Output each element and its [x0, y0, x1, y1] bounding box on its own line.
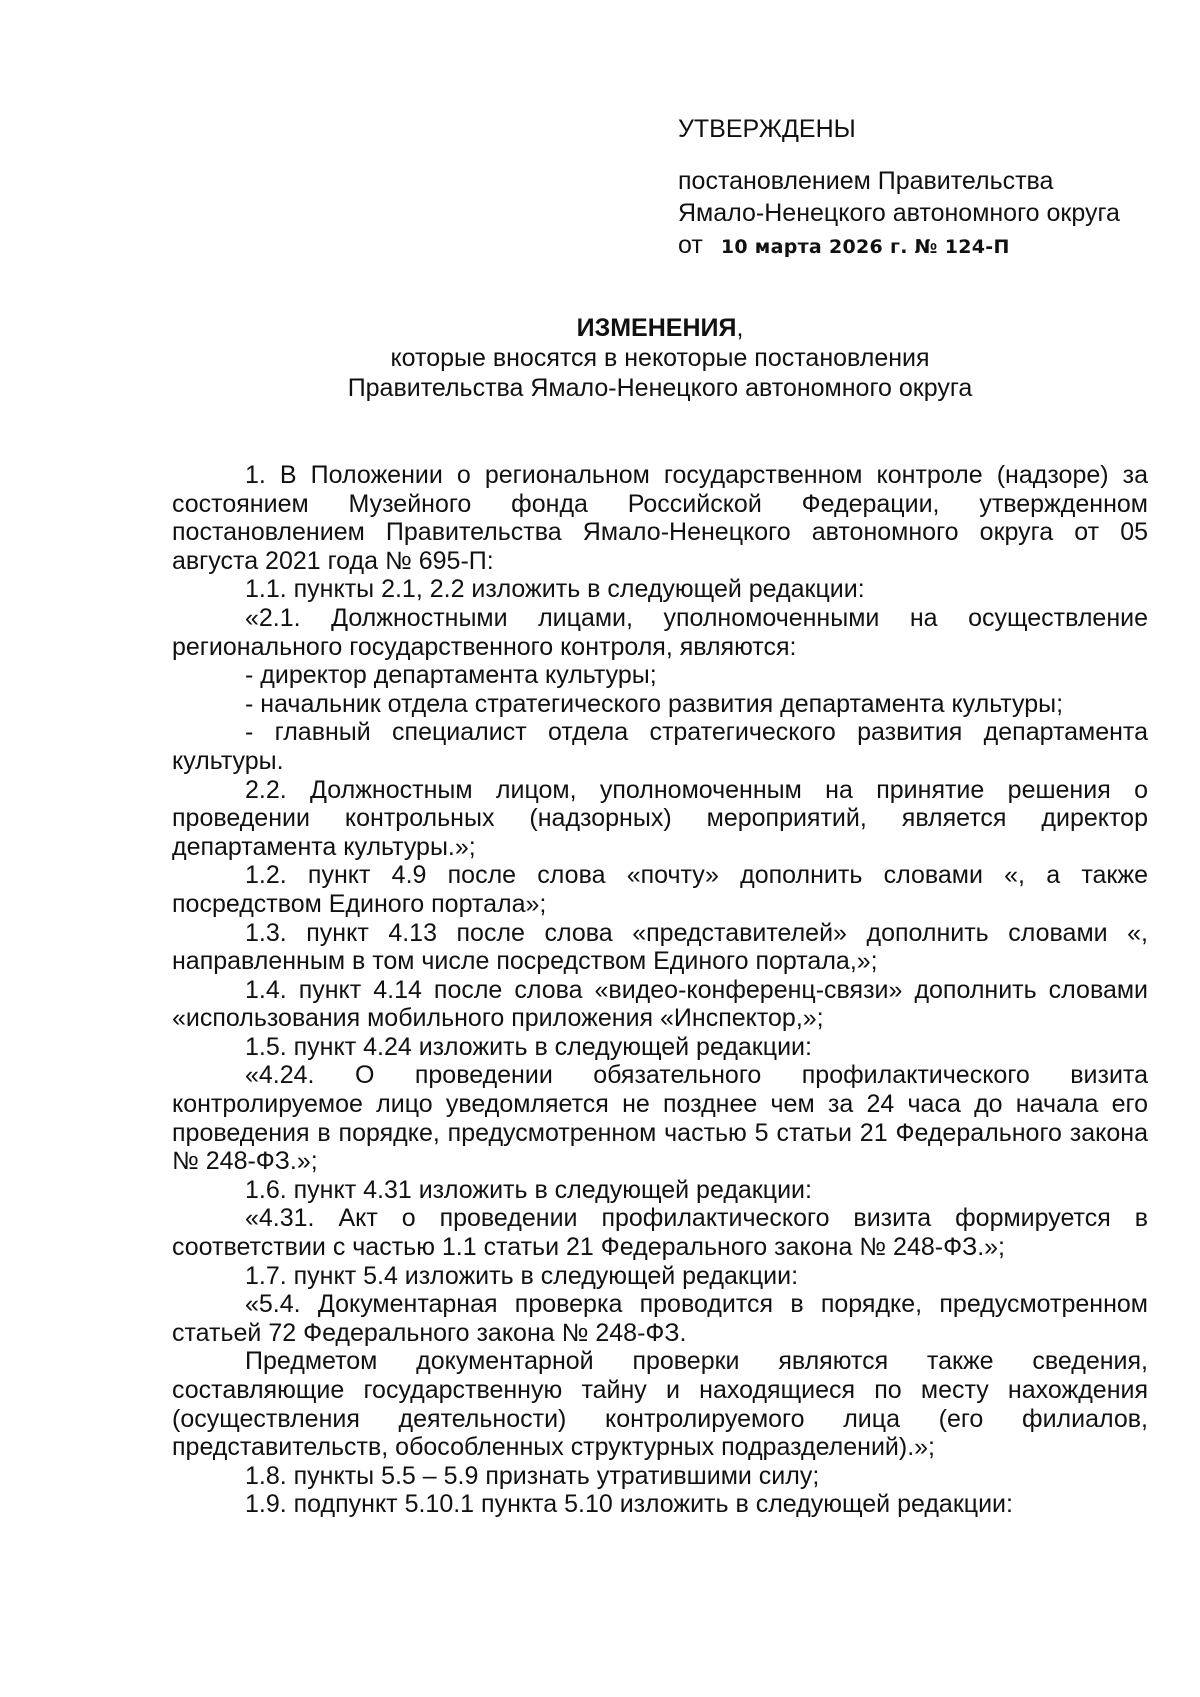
- paragraph: 1.3. пункт 4.13 после слова «представителей» дополнить словами «, направленным в том числе посредством Единого портала,»;: [172, 918, 1148, 976]
- paragraph: 1.7. пункт 5.4 изложить в следующей редакции:: [245, 1261, 799, 1290]
- paragraph: «2.1. Должностными лицами, уполномоченными на осуществление регионального государственного контроля, являются:: [172, 603, 1148, 661]
- paragraph: Предметом документарной проверки являются также сведения, составляющие государственную тайну и находящиеся по месту нахождения (осуществления деятельности) контролируемого лица (его филиалов, представительств, обособленных структурных подразделений).»;: [172, 1347, 1148, 1462]
- approval-title: УТВЕРЖДЕНЫ: [678, 115, 856, 143]
- approval-line-1: постановлением Правительства: [678, 167, 1054, 195]
- document-heading: [170, 313, 1150, 403]
- approval-date-prefix: от: [678, 231, 703, 259]
- paragraph: 1. В Положении о региональном государственном контроле (надзоре) за состоянием Музейного фонда Российской Федерации, утвержденном постановлением Правительства Ямало-Ненецкого автономного округа от 05 августа 2021 года № 695-П:: [172, 461, 1148, 575]
- paragraph: - начальник отдела стратегического развития департамента культуры;: [245, 689, 1064, 718]
- heading-comma: ,: [736, 314, 744, 342]
- approval-date-stamp: 10 марта 2026 г. № 124-П: [720, 236, 1010, 258]
- approval-block: [678, 113, 1158, 263]
- paragraph: 1.4. пункт 4.14 после слова «видео-конференц-связи» дополнить словами «использования мобильного приложения «Инспектор,»;: [172, 975, 1148, 1033]
- approval-date-line: [678, 229, 1158, 263]
- paragraph: 1.8. пункты 5.5 – 5.9 признать утратившими силу;: [245, 1461, 820, 1490]
- paragraph: «4.31. Акт о проведении профилактического визита формируется в соответствии с частью 1.1 статьи 21 Федерального закона № 248-ФЗ.»;: [172, 1204, 1148, 1262]
- heading-title: ИЗМЕНЕНИЯ: [576, 314, 737, 342]
- document-body: [172, 461, 1148, 1519]
- paragraph: - главный специалист отдела стратегического развития департамента культуры.: [172, 718, 1148, 775]
- paragraph: «4.24. О проведении обязательного профилактического визита контролируемое лицо уведомляется не позднее чем за 24 часа до начала его проведения в порядке, предусмотренном частью 5 статьи 21 Федерального закона № 248-ФЗ.»;: [172, 1061, 1148, 1176]
- paragraph: «5.4. Документарная проверка проводится в порядке, предусмотренном статьей 72 Федерального закона № 248-ФЗ.: [172, 1290, 1148, 1347]
- heading-subtitle-2: Правительства Ямало-Ненецкого автономного округа: [347, 374, 973, 402]
- paragraph: 1.6. пункт 4.31 изложить в следующей редакции:: [245, 1175, 812, 1204]
- paragraph: 1.2. пункт 4.9 после слова «почту» дополнить словами «, а также посредством Единого портала»;: [172, 861, 1148, 918]
- approval-line-2: Ямало-Ненецкого автономного округа: [678, 199, 1120, 227]
- paragraph: - директор департамента культуры;: [245, 661, 657, 690]
- paragraph: 2.2. Должностным лицом, уполномоченным на принятие решения о проведении контрольных (надзорных) мероприятий, является директор департамента культуры.»;: [172, 775, 1148, 861]
- paragraph: 1.5. пункт 4.24 изложить в следующей редакции:: [245, 1032, 812, 1061]
- heading-subtitle-1: которые вносятся в некоторые постановления: [390, 344, 930, 372]
- paragraph: 1.9. подпункт 5.10.1 пункта 5.10 изложить в следующей редакции:: [245, 1490, 1013, 1519]
- paragraph: 1.1. пункты 2.1, 2.2 изложить в следующей редакции:: [245, 575, 865, 604]
